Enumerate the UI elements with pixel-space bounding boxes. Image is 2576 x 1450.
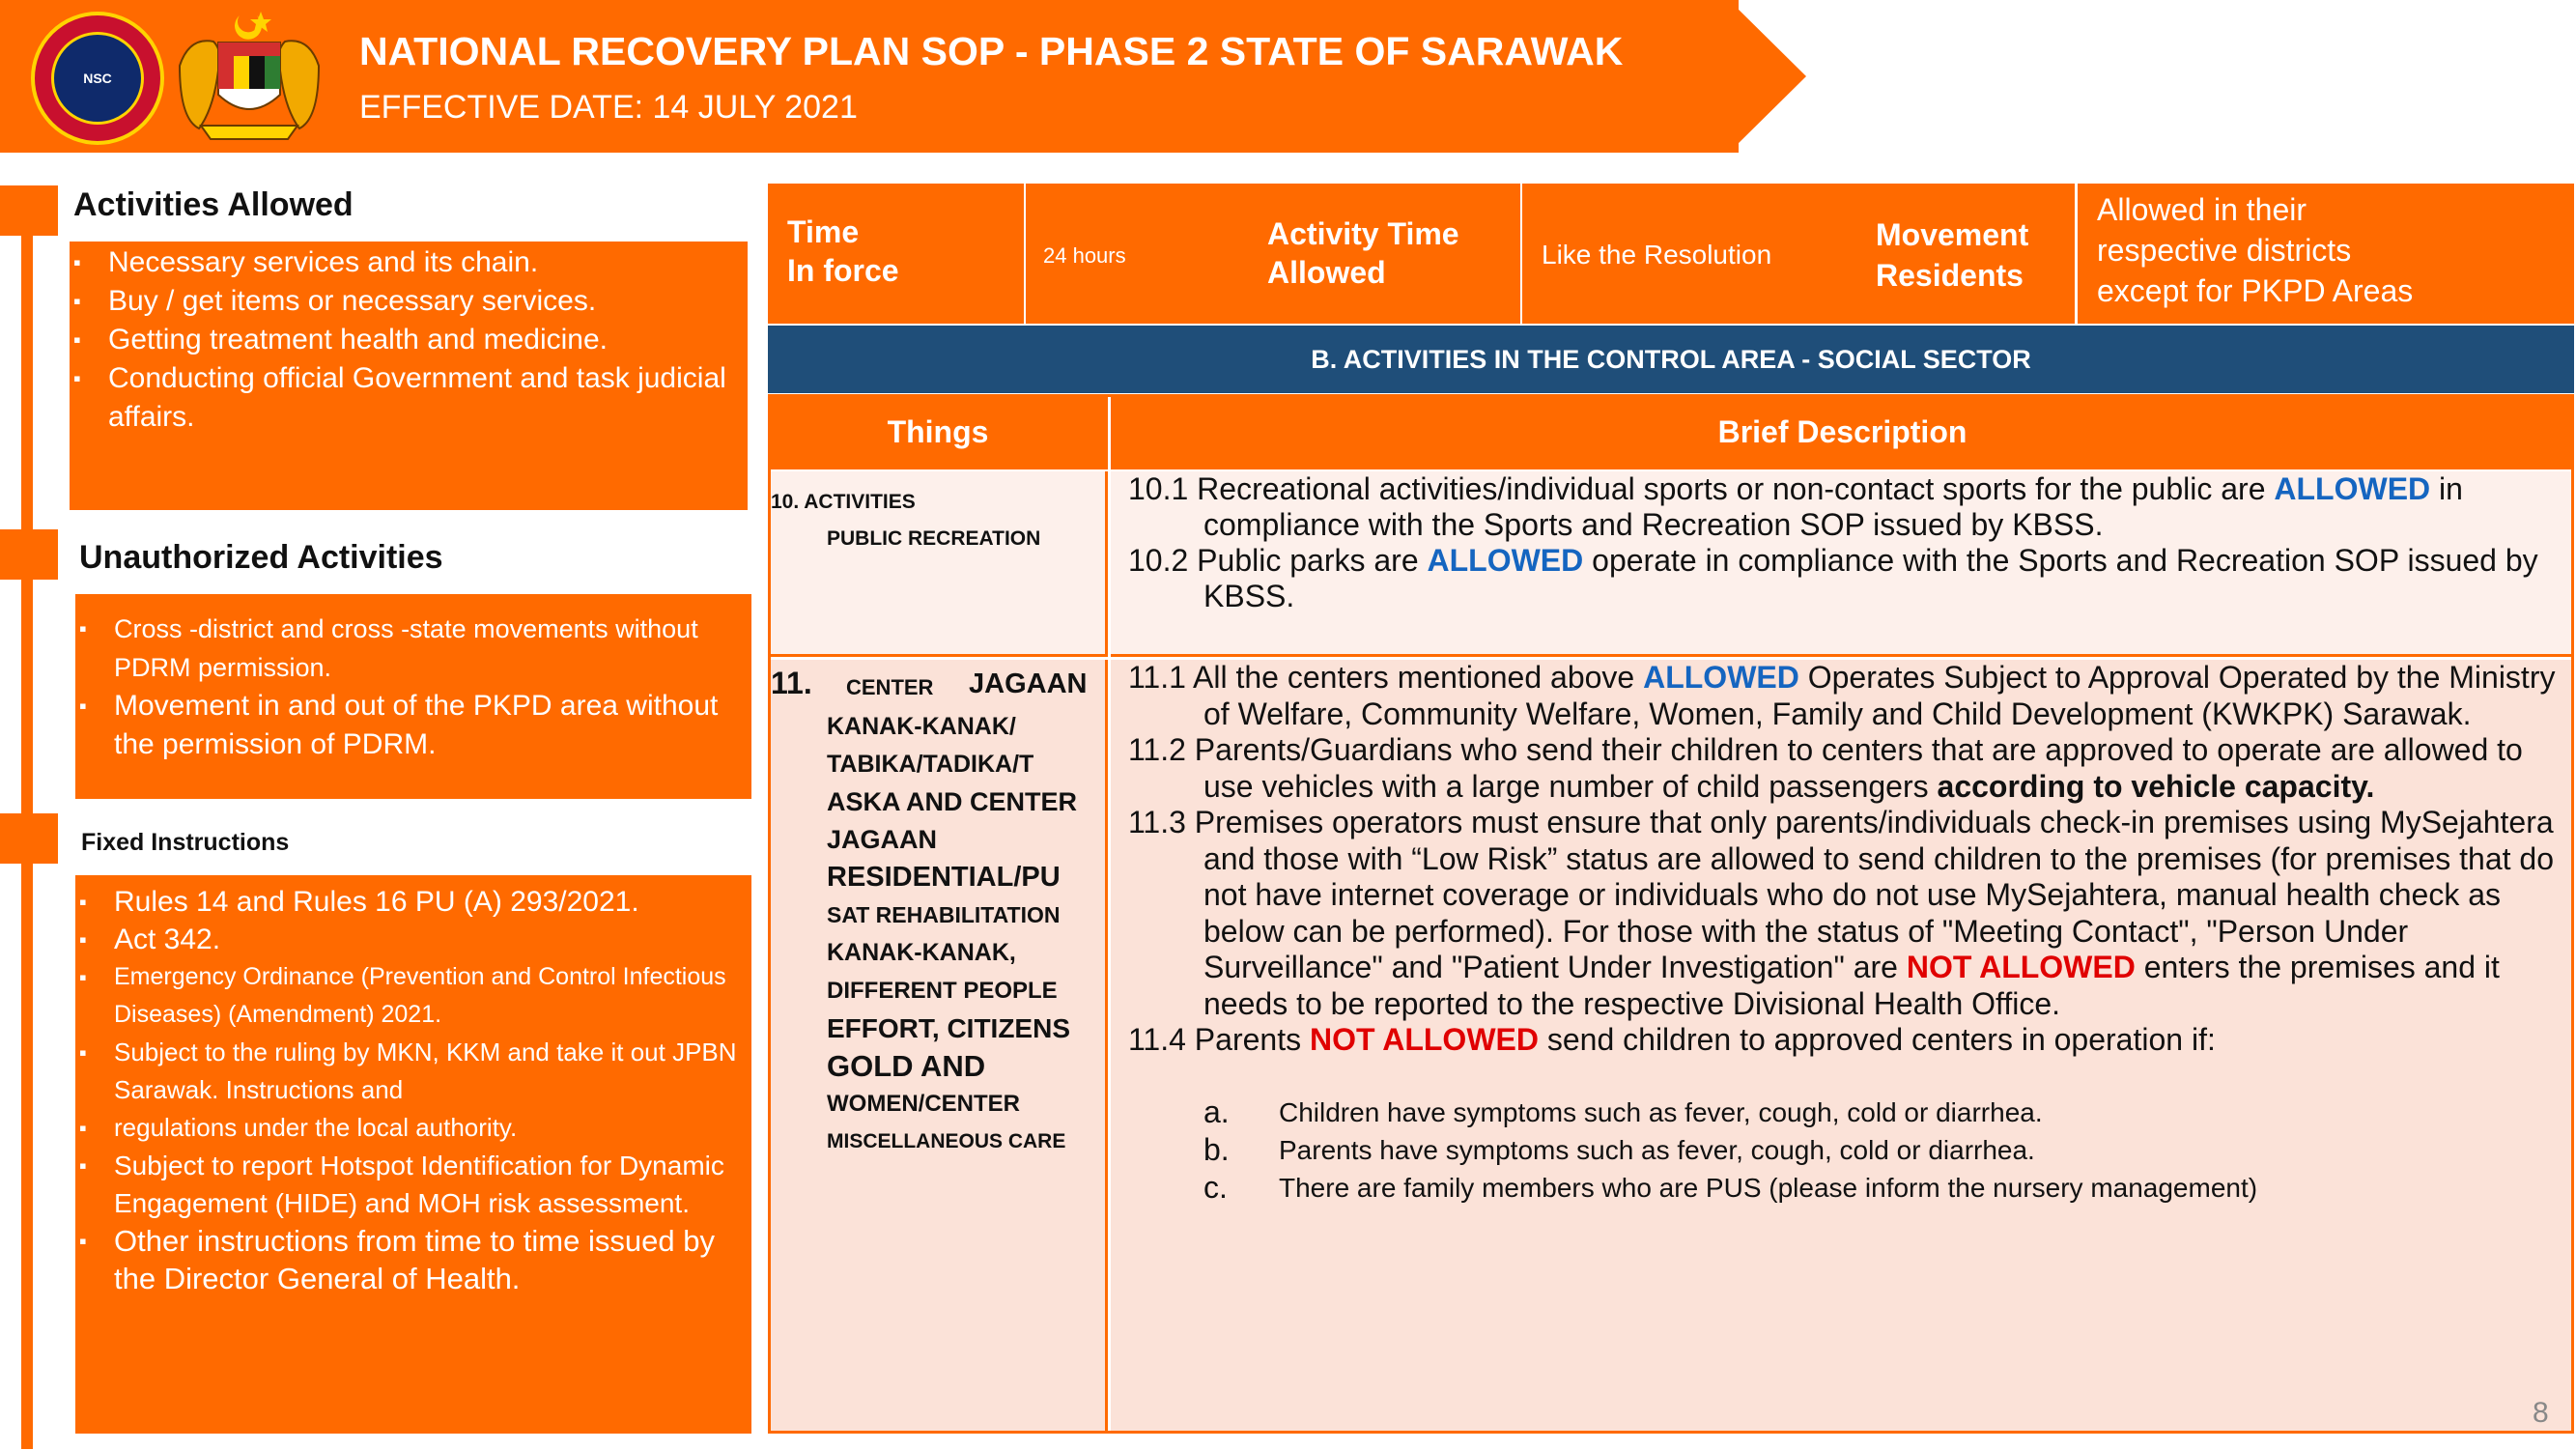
row11-center: CENTER xyxy=(846,675,934,699)
movement-residents-value xyxy=(2078,184,2574,324)
row11-line: RESIDENTIAL/PU xyxy=(827,862,1061,893)
time-label-line2: In force xyxy=(787,253,899,288)
row10-things-cell xyxy=(771,471,1108,657)
time-value: 24 hours xyxy=(1043,243,1126,268)
fixed-instructions-title: Fixed Instructions xyxy=(81,829,290,856)
activities-allowed-title: Activities Allowed xyxy=(73,186,354,223)
row10-things-line1: 10. ACTIVITIES xyxy=(771,491,916,513)
page-title: NATIONAL RECOVERY PLAN SOP - PHASE 2 STATE OF SARAWAK xyxy=(359,29,1624,73)
section-marker-unauthorized xyxy=(0,529,58,580)
time-label-line1: Time xyxy=(787,214,860,249)
row10-things-line2: PUBLIC RECREATION xyxy=(827,527,1041,550)
row11-line: DIFFERENT PEOPLE xyxy=(827,978,1058,1004)
row11-line: GOLD AND xyxy=(827,1049,986,1083)
malaysia-coat-of-arms-logo xyxy=(172,8,326,148)
column-header-description: Brief Description xyxy=(1111,394,2574,469)
activity-label-line2: Allowed xyxy=(1267,255,1386,290)
list-item: ▪ Necessary services and its chain. xyxy=(70,243,742,282)
list-item: ▪ Subject to the ruling by MKN, KKM and take it out JPBN Sarawak. Instructions and xyxy=(75,1034,744,1109)
section-heading: B. ACTIVITIES IN THE CONTROL AREA - SOCIAL SECTOR xyxy=(768,326,2574,393)
allowed-status: ALLOWED xyxy=(1427,543,1584,578)
sublist-item: a. Children have symptoms such as fever, cough, cold or diarrhea. xyxy=(1203,1094,2043,1129)
activities-allowed-list xyxy=(70,243,742,437)
header-arrow xyxy=(1729,0,1806,153)
row11-item-4: 11.4 Parents NOT ALLOWED send children to approved centers in operation if: xyxy=(1128,1022,2216,1057)
sublist-item: c. There are family members who are PUS (please inform the nursery management) xyxy=(1203,1169,2258,1205)
row11-line: ASKA AND CENTER xyxy=(827,787,1078,816)
activities-allowed-box xyxy=(70,242,748,510)
activity-movement-cell xyxy=(1522,184,2075,324)
activity-label-line1: Activity Time xyxy=(1267,216,1459,251)
row10-item-2: 10.2 Public parks are ALLOWED operate in compliance with the Sports and Recreation SOP issued by KBSS. xyxy=(1128,543,2538,613)
row11-line: EFFORT, CITIZENS xyxy=(827,1013,1070,1043)
section-marker-fixed xyxy=(0,813,58,864)
column-header-things: Things xyxy=(768,394,1108,469)
list-item: ▪ Emergency Ordinance (Prevention and Control Infectious Diseases) (Amendment) 2021. xyxy=(75,958,744,1034)
row11-line: KANAK-KANAK/ xyxy=(827,713,1016,740)
fixed-instructions-list xyxy=(75,883,744,1297)
row11-number: 11. xyxy=(771,666,812,700)
not-allowed-status: NOT ALLOWED xyxy=(1906,950,2136,984)
row11-line: MISCELLANEOUS CARE xyxy=(827,1130,1066,1152)
nsc-logo xyxy=(31,12,164,145)
list-item: ▪ Buy / get items or necessary services. xyxy=(70,282,742,321)
row11-jagaan: JAGAAN xyxy=(969,668,1088,699)
row11-sublist xyxy=(1128,1094,2558,1207)
movement-label-line2: Residents xyxy=(1876,258,2024,293)
list-item: ▪ Getting treatment health and medicine. xyxy=(70,321,742,359)
movement-value-line1: Allowed in their xyxy=(2097,192,2307,227)
not-allowed-status: NOT ALLOWED xyxy=(1309,1022,1539,1057)
row11-line: TABIKA/TADIKA/T xyxy=(827,751,1034,778)
allowed-status: ALLOWED xyxy=(1643,660,1799,695)
sublist-item: b. Parents have symptoms such as fever, cough, cold or diarrhea. xyxy=(1203,1131,2035,1167)
row11-line: SAT REHABILITATION xyxy=(827,902,1061,927)
section-marker-allowed xyxy=(0,185,58,236)
list-item: ▪ Other instructions from time to time issued by the Director General of Health. xyxy=(75,1222,744,1297)
row11-item-1: 11.1 All the centers mentioned above ALLOWED Operates Subject to Approval Operated by the Ministry of Welfare, Community Welfare, Women, Family and Child Development (KWKPK) Sarawak. xyxy=(1128,660,2556,731)
row11-description-cell xyxy=(1111,660,2571,1431)
movement-value-line3: except for PKPD Areas xyxy=(2097,273,2414,308)
time-activity-cell xyxy=(1026,184,1520,324)
page-number: 8 xyxy=(2533,1397,2549,1429)
list-item: ▪ regulations under the local authority. xyxy=(75,1109,744,1147)
row10-description-cell xyxy=(1111,471,2571,657)
row11-things-lines xyxy=(827,708,1077,1160)
list-item: ▪ Movement in and out of the PKPD area without the permission of PDRM. xyxy=(75,687,742,764)
time-in-force-label xyxy=(768,184,1024,324)
effective-date: EFFECTIVE DATE: 14 JULY 2021 xyxy=(359,89,858,126)
list-item: ▪ Subject to report Hotspot Identification for Dynamic Engagement (HIDE) and MOH risk assessment. xyxy=(75,1147,744,1222)
unauthorized-activities-box xyxy=(75,594,751,799)
list-item: ▪ Conducting official Government and task judicial affairs. xyxy=(70,359,742,437)
activity-time-value: Like the Resolution xyxy=(1542,240,1772,270)
row11-things-cell xyxy=(771,660,1108,1431)
row10-item-1: 10.1 Recreational activities/individual sports or non-contact sports for the public are ALLOWED in compliance with the Sports and Recreation SOP issued by KBSS. xyxy=(1128,471,2463,542)
row11-line: KANAK-KANAK, xyxy=(827,939,1016,966)
list-item: ▪ Act 342. xyxy=(75,921,744,958)
row11-item-3: 11.3 Premises operators must ensure that only parents/individuals check-in premises using MySejahtera and those with “Low Risk” status are allowed to send children to the premises (for premises that do not have internet coverage or individuals who do not use MySejahtera, manual health check as below can be performed). For those with the status of "Meeting Contact", "Person Under Surveillance" and "Patient Under Investigation" are NOT ALLOWED enters the premises and it needs to be reported to the respective Divisional Health Office. xyxy=(1128,805,2554,1021)
row11-line: WOMEN/CENTER xyxy=(827,1091,1020,1117)
list-item: ▪ Rules 14 and Rules 16 PU (A) 293/2021. xyxy=(75,883,744,921)
unauthorized-list xyxy=(75,610,742,764)
fixed-instructions-box xyxy=(75,875,751,1434)
movement-value-line2: respective districts xyxy=(2097,233,2352,268)
list-item: ▪ Cross -district and cross -state movements without PDRM permission. xyxy=(75,610,742,687)
nsc-logo-center: NSC xyxy=(51,32,144,125)
movement-residents-label xyxy=(1876,214,2028,296)
activity-time-label xyxy=(1267,214,1459,292)
movement-label-line1: Movement xyxy=(1876,217,2029,252)
row11-item-2: 11.2 Parents/Guardians who send their children to centers that are approved to operate are allowed to use vehicles with a large number of child passengers according to vehicle capacity. xyxy=(1128,732,2523,804)
row11-line: JAGAAN xyxy=(827,825,938,854)
allowed-status: ALLOWED xyxy=(2274,471,2431,506)
unauthorized-activities-title: Unauthorized Activities xyxy=(79,539,443,576)
